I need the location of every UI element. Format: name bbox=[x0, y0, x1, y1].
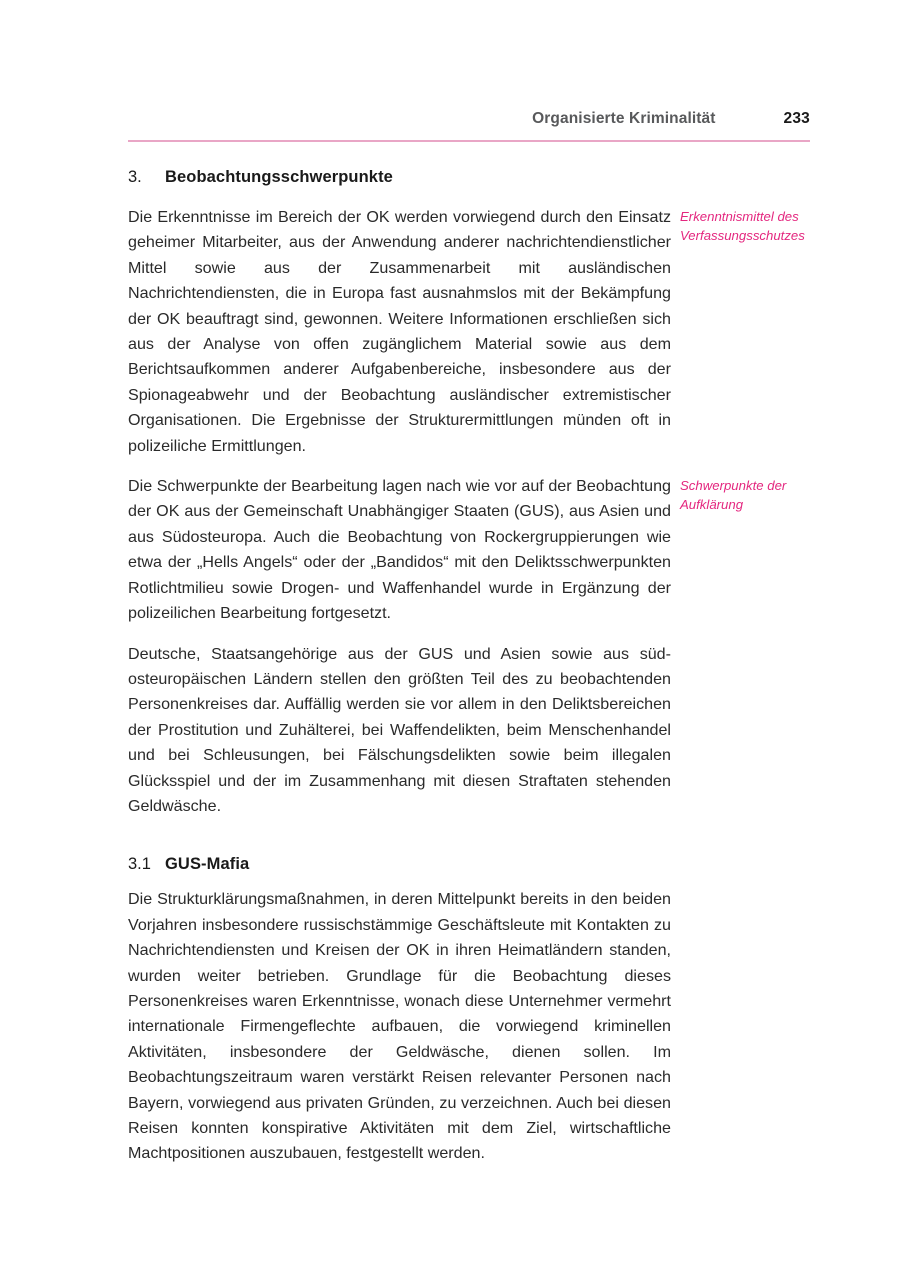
section-heading-3-1 bbox=[128, 855, 810, 874]
body-paragraph: Die Erkenntnisse im Bereich der OK werden vorwiegend durch den Einsatz geheimer Mitarbeiter, aus der Anwendung anderer nachrichtendienstlicher Mittel sowie aus der Zusammenarbeit mit ausländischen Nachrichtendiensten, die in Europa fast ausnahmslos mit der Bekämpfung der OK beauftragt sind, gewonnen. Weitere Informationen erschließen sich aus der Analyse von offen zugänglichem Material sowie aus dem Berichtsaufkommen anderer Aufgabenbereiche, insbesondere aus der Spionageabwehr und der Beobachtung ausländischer extremistischer Organisationen. Die Ergebnisse der Strukturermittlungen münden oft in polizeiliche Ermittlungen. bbox=[128, 208, 671, 455]
paragraph-block-1 bbox=[128, 205, 810, 459]
page-number: 233 bbox=[783, 110, 810, 127]
paragraph-block-4 bbox=[128, 887, 810, 1166]
section-heading-3 bbox=[128, 168, 810, 187]
paragraph-block-2 bbox=[128, 474, 810, 626]
body-paragraph: Die Schwerpunkte der Bearbeitung lagen nach wie vor auf der Beobachtung der OK aus der Gemeinschaft Unabhängiger Staaten (GUS), aus Asien und aus Südosteuropa. Auch die Beobachtung von Rockergruppierungen wie etwa der „Hells Angels“ oder der „Bandidos“ mit den Deliktsschwerpunkten Rotlichtmilieu sowie Drogen- und Waffenhandel wurde in Ergänzung der polizeilichen Bearbeitung fortgesetzt. bbox=[128, 477, 671, 623]
section-number: 3. bbox=[128, 168, 142, 186]
page-content bbox=[128, 168, 810, 1182]
body-paragraph: Deutsche, Staatsangehörige aus der GUS und Asien sowie aus südosteuropäischen Ländern stellen den größten Teil des zu beobachtenden Personenkreises dar. Auffällig werden sie vor allem in den Deliktsbereichen der Prostitution und Zuhälterei, bei Waffendelikten, beim Menschenhandel und bei Schleusungen, bei Fälschungsdelikten sowie beim illegalen Glücksspiel und der im Zusammenhang mit diesen Straftaten stehenden Geldwäsche. bbox=[128, 644, 671, 815]
subsection-number: 3.1 bbox=[128, 855, 151, 874]
margin-note-erkenntnismittel: Erkenntnismittel des Verfassungsschutzes bbox=[680, 209, 805, 243]
body-paragraph: Die Strukturklärungsmaßnahmen, in deren Mittelpunkt bereits in den beiden Vorjahren insbesondere russischstämmige Geschäftsleute mit Kontakten zu Nachrichtendiensten und Kreisen der OK in ihren Heimatländern standen, wurden weiter betrieben. Grundlage für die Beobachtung dieses Personenkreises waren Erkenntnisse, wonach diese Unternehmer vermehrt internationale Firmengeflechte aufbauen, die vorwiegend kriminellen Aktivitäten, insbesondere der Geldwäsche, dienen sollen. Im Beobachtungszeitraum waren verstärkt Reisen relevanter Personen nach Bayern, vorwiegend aus privaten Gründen, zu verzeichnen. Auch bei diesen Reisen konnten konspirative Aktivitäten mit dem Ziel, wirtschaftliche Machtpositionen auszubauen, festgestellt werden. bbox=[128, 890, 671, 1163]
running-head bbox=[128, 110, 810, 128]
header-rule bbox=[128, 140, 810, 142]
subsection-title: GUS-Mafia bbox=[165, 855, 250, 874]
paragraph-block-3 bbox=[128, 642, 810, 820]
margin-note-schwerpunkte: Schwerpunkte der Aufklärung bbox=[680, 478, 787, 513]
section-title: Beobachtungsschwerpunkte bbox=[165, 168, 393, 186]
running-head-title: Organisierte Kriminalität bbox=[532, 110, 716, 127]
